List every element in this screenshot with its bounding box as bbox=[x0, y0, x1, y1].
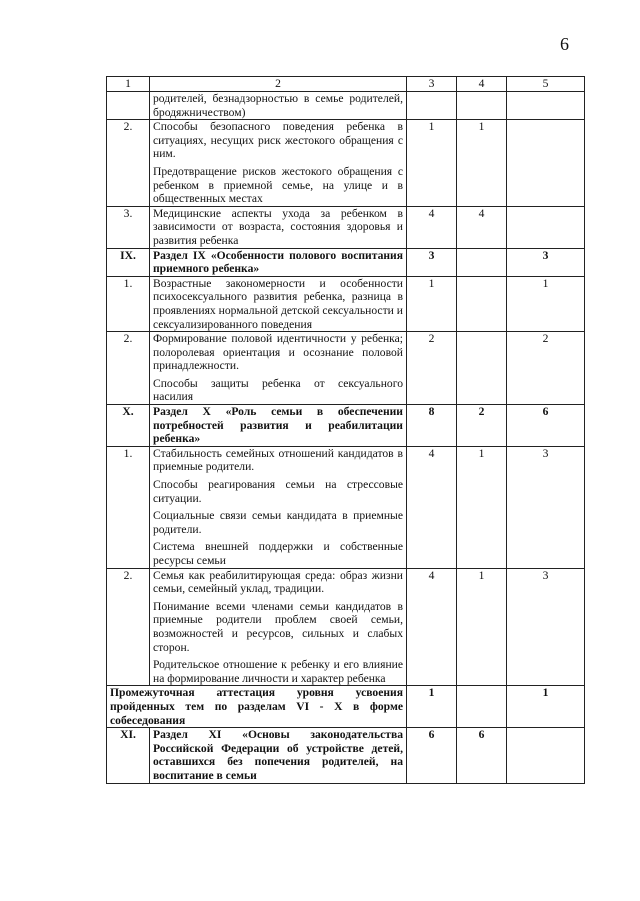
row-description bbox=[150, 568, 407, 686]
row-number: 2. bbox=[107, 120, 150, 207]
hours-c5 bbox=[507, 92, 585, 120]
table-row bbox=[107, 686, 585, 728]
row-description bbox=[107, 686, 407, 728]
row-description bbox=[150, 728, 407, 783]
hours-c4: 1 bbox=[457, 120, 507, 207]
hours-c4 bbox=[457, 276, 507, 331]
table-row bbox=[107, 405, 585, 447]
row-description bbox=[150, 405, 407, 447]
hours-c4 bbox=[457, 332, 507, 405]
description-paragraph: Раздел X «Роль семьи в обеспечении потребностей развития и реабилитации ребенка» bbox=[153, 405, 403, 446]
hours-c3: 1 bbox=[407, 686, 457, 728]
description-paragraph: Раздел XI «Основы законодательства Российской Федерации об устройстве детей, оставшихся без попечения родителей, на воспитание в семьи bbox=[153, 728, 403, 782]
description-paragraph: Система внешней поддержки и собственные ресурсы семьи bbox=[153, 540, 403, 567]
hours-c3 bbox=[407, 92, 457, 120]
description-paragraph: Социальные связи семьи кандидата в приемные родители. bbox=[153, 509, 403, 536]
header-cell-5: 5 bbox=[507, 77, 585, 92]
header-cell-3: 3 bbox=[407, 77, 457, 92]
hours-c5 bbox=[507, 206, 585, 248]
hours-c5 bbox=[507, 728, 585, 783]
table-row bbox=[107, 248, 585, 276]
hours-c5 bbox=[507, 120, 585, 207]
header-cell-4: 4 bbox=[457, 77, 507, 92]
row-description bbox=[150, 248, 407, 276]
table-row bbox=[107, 276, 585, 331]
table-row bbox=[107, 120, 585, 207]
hours-c4 bbox=[457, 248, 507, 276]
hours-c4: 2 bbox=[457, 405, 507, 447]
row-number: XI. bbox=[107, 728, 150, 783]
hours-c5: 2 bbox=[507, 332, 585, 405]
description-paragraph: Родительское отношение к ребенку и его влияние на формирование личности и характер ребенка bbox=[153, 658, 403, 685]
description-paragraph: Медицинские аспекты ухода за ребенком в зависимости от возраста, состояния здоровья и развития ребенка bbox=[153, 206, 403, 247]
table-row bbox=[107, 728, 585, 783]
hours-c5: 3 bbox=[507, 568, 585, 686]
description-paragraph: Стабильность семейных отношений кандидатов в приемные родители. bbox=[153, 446, 403, 474]
row-description bbox=[150, 446, 407, 568]
row-number: 1. bbox=[107, 276, 150, 331]
hours-c3: 8 bbox=[407, 405, 457, 447]
row-description bbox=[150, 92, 407, 120]
page-number: 6 bbox=[560, 34, 569, 54]
hours-c4: 1 bbox=[457, 446, 507, 568]
row-number: 1. bbox=[107, 446, 150, 568]
hours-c3: 4 bbox=[407, 206, 457, 248]
hours-c3: 6 bbox=[407, 728, 457, 783]
hours-c5: 3 bbox=[507, 248, 585, 276]
description-paragraph: Формирование половой идентичности у ребенка; полоролевая ориентация и осознание половой принадлежности. bbox=[153, 332, 403, 373]
table-row bbox=[107, 568, 585, 686]
description-paragraph: родителей, безнадзорностью в семье родителей, бродяжничеством) bbox=[153, 92, 403, 119]
hours-c5: 6 bbox=[507, 405, 585, 447]
hours-c3: 2 bbox=[407, 332, 457, 405]
table-row bbox=[107, 332, 585, 405]
row-number: 2. bbox=[107, 332, 150, 405]
table-row bbox=[107, 206, 585, 248]
description-paragraph: Понимание всеми членами семьи кандидатов в приемные родители проблем своей семьи, возможностей и ресурсов, сильных и слабых сторон. bbox=[153, 599, 403, 654]
hours-c3: 4 bbox=[407, 568, 457, 686]
row-number: IX. bbox=[107, 248, 150, 276]
row-description bbox=[150, 206, 407, 248]
hours-c4: 1 bbox=[457, 568, 507, 686]
hours-c5: 1 bbox=[507, 686, 585, 728]
row-number: 3. bbox=[107, 206, 150, 248]
hours-c3: 4 bbox=[407, 446, 457, 568]
table-row bbox=[107, 446, 585, 568]
table-header-row bbox=[107, 77, 585, 92]
table-row bbox=[107, 92, 585, 120]
header-cell-1: 1 bbox=[107, 77, 150, 92]
description-paragraph: Способы защиты ребенка от сексуального насилия bbox=[153, 376, 403, 404]
row-number bbox=[107, 92, 150, 120]
hours-c3: 3 bbox=[407, 248, 457, 276]
hours-c3: 1 bbox=[407, 120, 457, 207]
description-paragraph: Способы безопасного поведения ребенка в ситуациях, несущих риск жестокого обращения с ним. bbox=[153, 120, 403, 161]
hours-c4 bbox=[457, 686, 507, 728]
row-description bbox=[150, 120, 407, 207]
hours-c3: 1 bbox=[407, 276, 457, 331]
description-paragraph: Способы реагирования семьи на стрессовые ситуации. bbox=[153, 478, 403, 505]
row-number: 2. bbox=[107, 568, 150, 686]
description-paragraph: Предотвращение рисков жестокого обращения с ребенком в приемной семье, на улице и в общественных местах bbox=[153, 164, 403, 206]
curriculum-table bbox=[106, 76, 585, 784]
description-paragraph: Семья как реабилитирующая среда: образ жизни семьи, семейный уклад, традиции. bbox=[153, 568, 403, 596]
row-description bbox=[150, 332, 407, 405]
hours-c4: 6 bbox=[457, 728, 507, 783]
description-paragraph: Возрастные закономерности и особенности психосексуального развития ребенка, разница в проявлениях нормальной детской сексуальности и сексуализированного поведения bbox=[153, 276, 403, 331]
description-paragraph: Промежуточная аттестация уровня усвоения пройденных тем по разделам VI - X в форме собеседования bbox=[110, 686, 403, 727]
hours-c5: 3 bbox=[507, 446, 585, 568]
hours-c4: 4 bbox=[457, 206, 507, 248]
row-description bbox=[150, 276, 407, 331]
description-paragraph: Раздел IX «Особенности полового воспитания приемного ребенка» bbox=[153, 248, 403, 276]
hours-c5: 1 bbox=[507, 276, 585, 331]
row-number: X. bbox=[107, 405, 150, 447]
hours-c4 bbox=[457, 92, 507, 120]
header-cell-2: 2 bbox=[150, 77, 407, 92]
